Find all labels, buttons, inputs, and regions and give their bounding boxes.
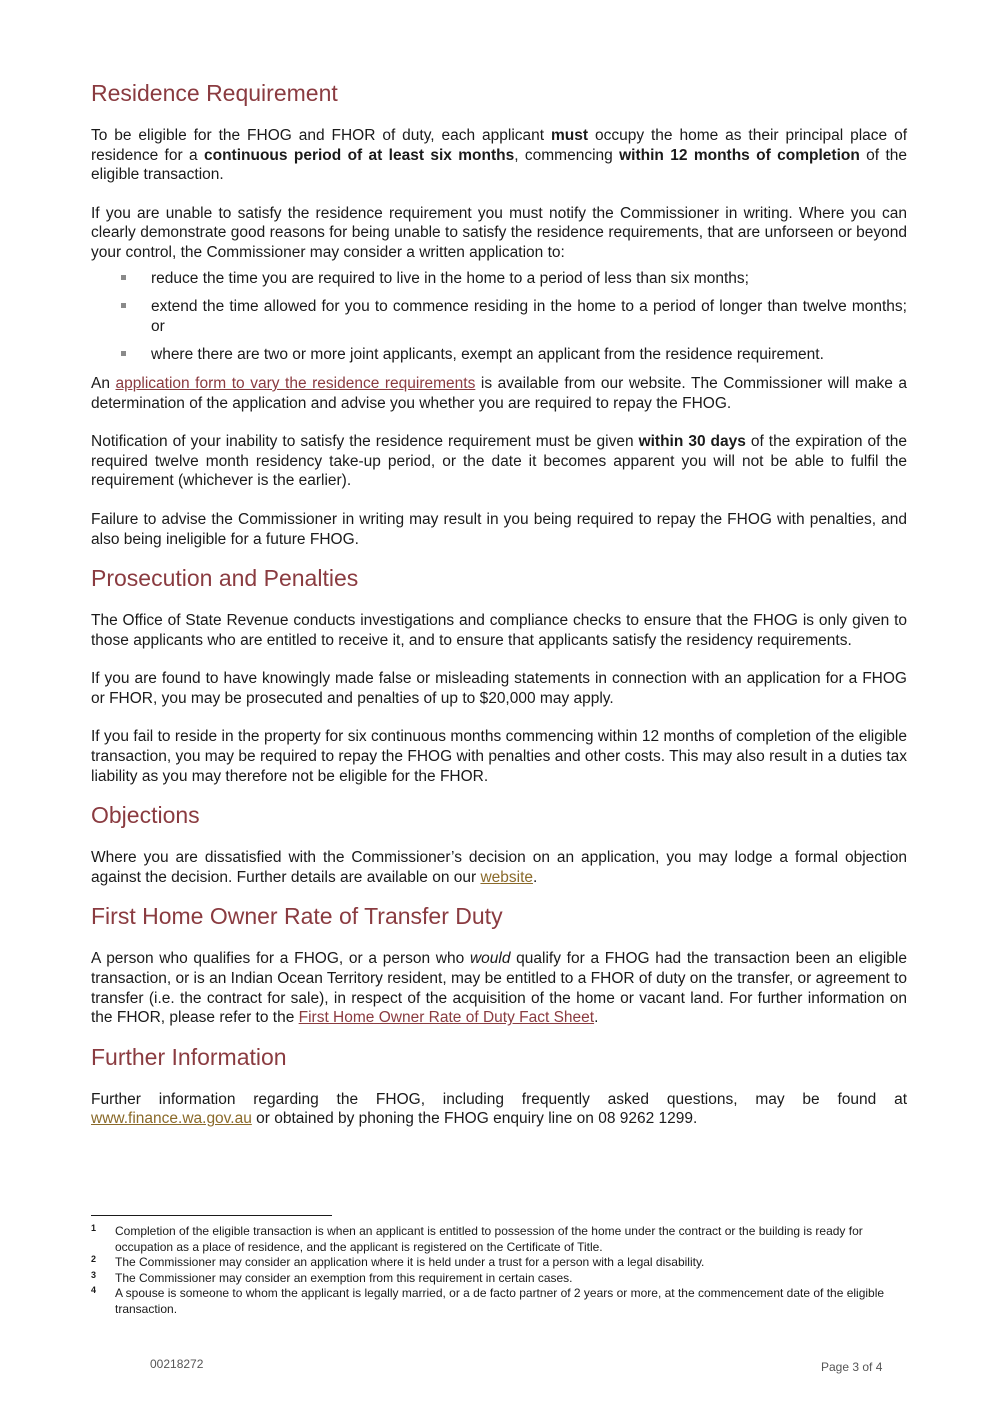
footnotes: [91, 1224, 901, 1317]
finance-website-link[interactable]: www.finance.wa.gov.au: [91, 1110, 252, 1128]
residence-paragraph-2: If you are unable to satisfy the residence requirement you must notify the Commissioner in writing. Where you can clearly demonstrate good reasons for being unable to satisfy the residence requirements, that are unforseen or beyond your control, the Commissioner may consider a written application to:: [91, 204, 907, 261]
list-item: reduce the time you are required to live in the home to a period of less than six months;: [91, 269, 907, 289]
list-item: extend the time allowed for you to commence residing in the home to a period of longer than twelve months; or: [91, 297, 907, 336]
footnote-1: 1 Completion of the eligible transaction is when an applicant is entitled to possession of the home under the contract or the building is ready for occupation as a place of residence, and the applicant is registered on the Certificate of Title.: [91, 1223, 863, 1254]
bullet-icon: [121, 351, 126, 356]
list-item: where there are two or more joint applicants, exempt an applicant from the residence requirement.: [91, 345, 907, 365]
application-form-link[interactable]: application form to vary the residence requirements: [115, 374, 476, 392]
document-id: 00218272: [150, 1357, 204, 1371]
heading-further-information: Further Information: [91, 1043, 287, 1070]
objections-paragraph: Where you are dissatisfied with the Commissioner’s decision on an application, you may lodge a formal objection against the decision. Further details are available on our website.: [91, 849, 907, 886]
prosecution-paragraph-3: If you fail to reside in the property for six continuous months commencing within 12 months of completion of the eligible transaction, you may be required to repay the FHOG with penalties and other costs. This may also result in a duties tax liability as you may therefore not be eligible for the FHOR.: [91, 728, 907, 785]
website-link[interactable]: website: [480, 868, 534, 886]
prosecution-paragraph-2: If you are found to have knowingly made false or misleading statements in connection with an application for a FHOG or FHOR, you may be prosecuted and penalties of up to $20,000 may apply.: [91, 670, 907, 707]
footnote-4: 4 A spouse is someone to whom the applicant is legally married, or a de facto partner of 2 years or more, at the commencement date of the eligible transaction.: [91, 1285, 885, 1316]
further-information-paragraph: Further information regarding the FHOG, including frequently asked questions, may be found at www.finance.wa.gov.au or obtained by phoning the FHOG enquiry line on 08 9262 1299.: [91, 1090, 907, 1128]
heading-objections: Objections: [91, 802, 200, 829]
heading-residence: Residence Requirement: [91, 80, 338, 106]
footnote-3: 3 The Commissioner may consider an exemption from this requirement in certain cases.: [91, 1269, 573, 1285]
residence-paragraph-5: Failure to advise the Commissioner in writing may result in you being required to repay the FHOG with penalties, and also being ineligible for a future FHOG.: [91, 510, 907, 548]
bullet-icon: [121, 275, 126, 280]
heading-prosecution: Prosecution and Penalties: [91, 565, 359, 592]
fhor-fact-sheet-link[interactable]: First Home Owner Rate of Duty Fact Sheet: [298, 1009, 595, 1027]
residence-paragraph-1: To be eligible for the FHOG and FHOR of duty, each applicant must occupy the home as their principal place of residence for a continuous period of at least six months, commencing within 12 months of completion of the eligible transaction.: [91, 127, 907, 184]
page-number: Page 3 of 4: [821, 1360, 883, 1374]
footnote-2: 2 The Commissioner may consider an application where it is held under a trust for a person with a legal disability.: [91, 1254, 705, 1269]
prosecution-paragraph-1: The Office of State Revenue conducts investigations and compliance checks to ensure that the FHOG is only given to those applicants who are entitled to receive it, and to ensure that applicants satisfy the residency requirements.: [91, 612, 907, 649]
residence-paragraph-3: An application form to vary the residence requirements is available from our website. The Commissioner will make a determination of the application and advise you whether you are required to repay the FHOG.: [91, 374, 907, 412]
page-body: [91, 78, 907, 1148]
fhor-paragraph: A person who qualifies for a FHOG, or a person who would qualify for a FHOG had the transaction been an eligible transaction, or is an Indian Ocean Territory resident, may be entitled to a FHOR of duty on the transfer, or agreement to transfer (i.e. the contract for sale), in respect of the acquisition of the home or vacant land. For further information on the FHOR, please refer to the First Home Owner Rate of Duty Fact Sheet.: [91, 950, 907, 1027]
residence-paragraph-4: Notification of your inability to satisfy the residence requirement must be given within 30 days of the expiration of the required twelve month residency take-up period, or the date it becomes apparent you will not be able to fulfil the requirement (whichever is the earlier).: [91, 433, 908, 490]
heading-fhor: First Home Owner Rate of Transfer Duty: [91, 903, 503, 930]
bullet-icon: [121, 303, 126, 308]
footnote-divider: [91, 1215, 332, 1216]
residence-options-list: [91, 269, 907, 365]
